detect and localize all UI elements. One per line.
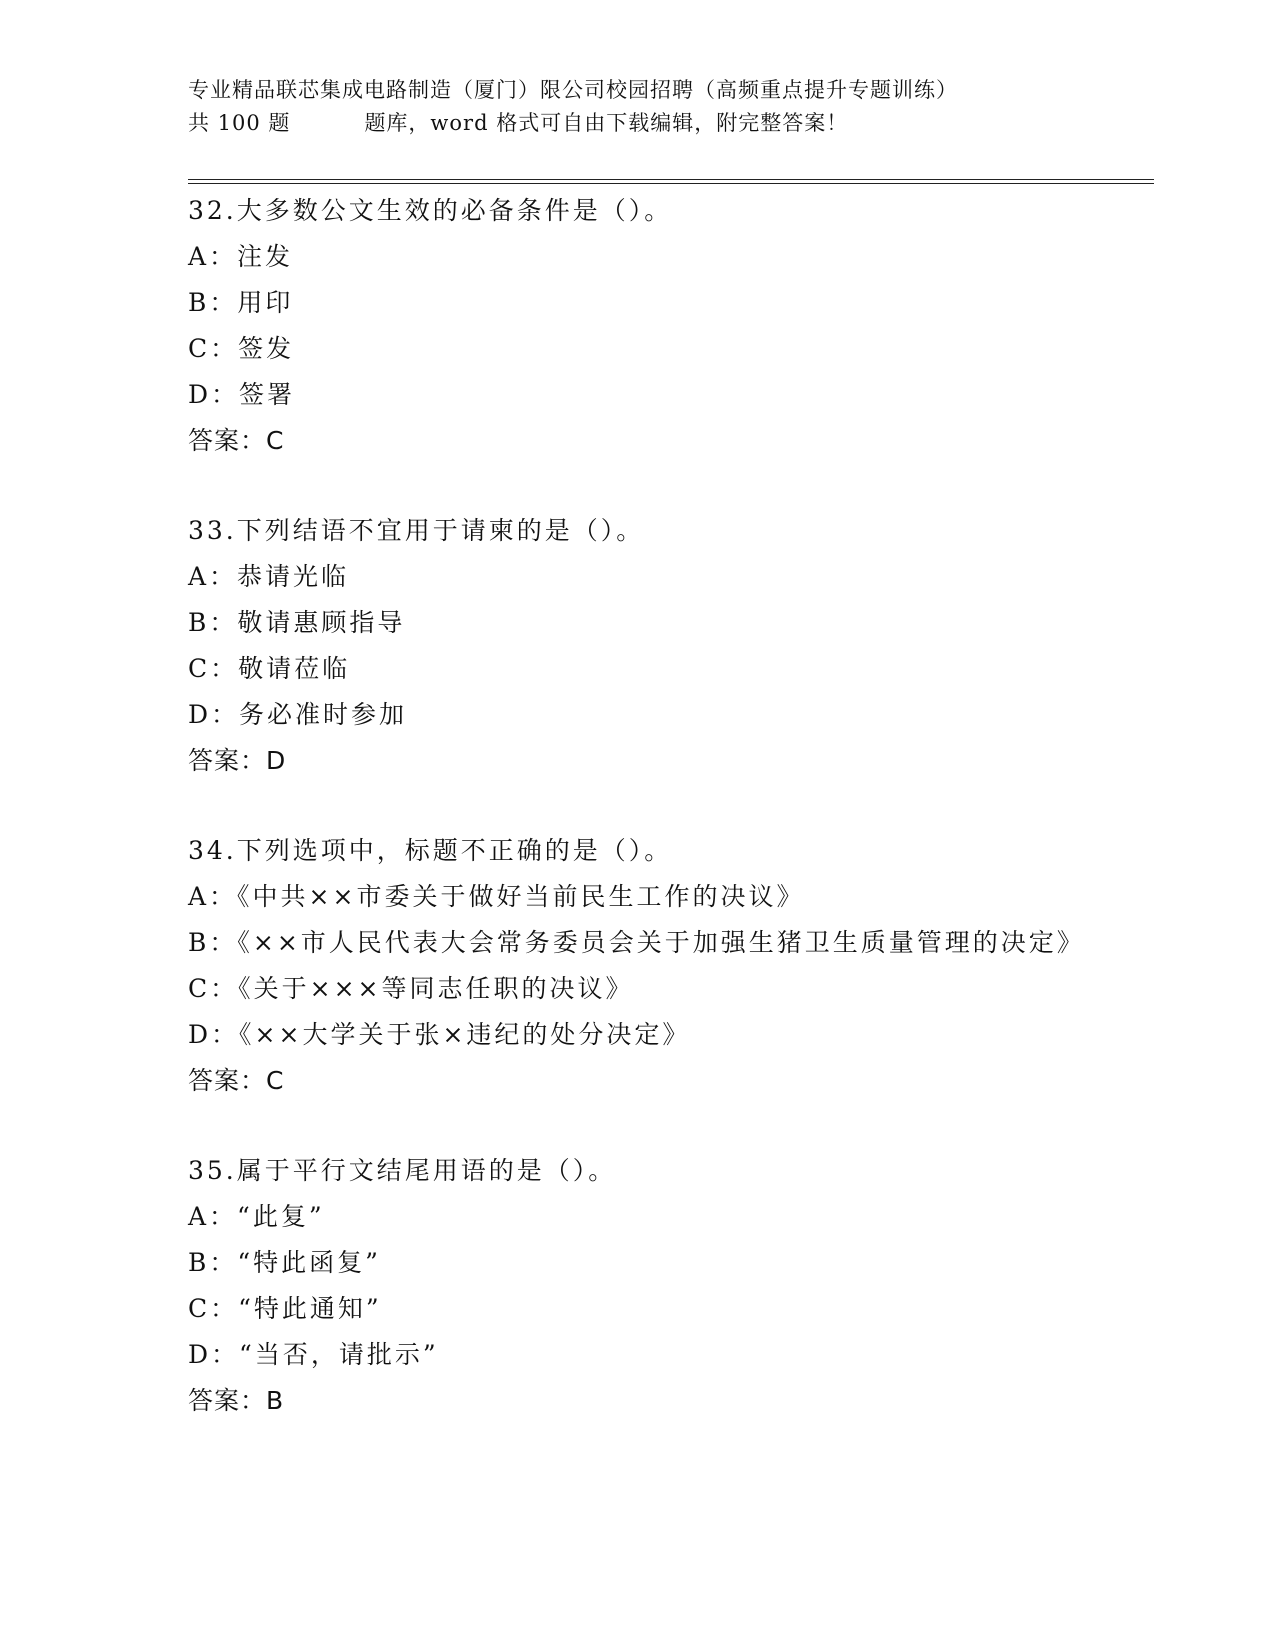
answer	[188, 1378, 1088, 1424]
answer-value: D	[266, 746, 287, 775]
answer	[188, 1058, 1088, 1104]
option-c: C：《关于×××等同志任职的决议》	[188, 974, 634, 1003]
option-a: A：恭请光临	[188, 562, 350, 591]
option-c: C：签发	[188, 334, 295, 363]
option-b: B：《××市人民代表大会常务委员会关于加强生猪卫生质量管理的决定》	[188, 928, 1085, 957]
question-34	[188, 828, 1088, 1104]
header-title: 专业精品联芯集成电路制造（厦门）限公司校园招聘（高频重点提升专题训练）	[188, 78, 958, 102]
answer-value: B	[266, 1386, 285, 1415]
answer-value: C	[266, 1066, 285, 1095]
question-list	[188, 188, 1088, 1424]
question-stem: 32.大多数公文生效的必备条件是（）。	[188, 196, 673, 225]
answer-value: C	[266, 426, 285, 455]
header-divider	[188, 179, 1154, 184]
document-header	[188, 74, 1088, 140]
answer	[188, 738, 1088, 784]
option-d: D：《××大学关于张×违纪的处分决定》	[188, 1020, 691, 1049]
option-a: A：“此复”	[188, 1202, 325, 1231]
option-a: A：《中共××市委关于做好当前民生工作的决议》	[188, 882, 805, 911]
question-stem: 33.下列结语不宜用于请柬的是（）。	[188, 516, 645, 545]
answer-label: 答案：	[188, 746, 267, 775]
answer	[188, 418, 1088, 464]
header-question-count: 共 100 题	[188, 111, 291, 135]
option-b: B：用印	[188, 288, 294, 317]
question-33	[188, 508, 1088, 784]
question-35	[188, 1148, 1088, 1424]
question-32	[188, 188, 1088, 464]
answer-label: 答案：	[188, 426, 267, 455]
option-c: C：敬请莅临	[188, 654, 351, 683]
option-a: A：注发	[188, 242, 294, 271]
option-b: B：“特此函复”	[188, 1248, 381, 1277]
header-description: 题库，word 格式可自由下载编辑，附完整答案！	[364, 111, 849, 135]
question-stem: 35.属于平行文结尾用语的是（）。	[188, 1156, 617, 1185]
option-b: B：敬请惠顾指导	[188, 608, 406, 637]
option-d: D：“当否，请批示”	[188, 1340, 439, 1369]
answer-label: 答案：	[188, 1386, 267, 1415]
header-subtitle	[188, 107, 1088, 140]
option-d: D：签署	[188, 380, 296, 409]
option-d: D：务必准时参加	[188, 700, 408, 729]
option-c: C：“特此通知”	[188, 1294, 382, 1323]
question-stem: 34.下列选项中，标题不正确的是（）。	[188, 836, 673, 865]
answer-label: 答案：	[188, 1066, 267, 1095]
